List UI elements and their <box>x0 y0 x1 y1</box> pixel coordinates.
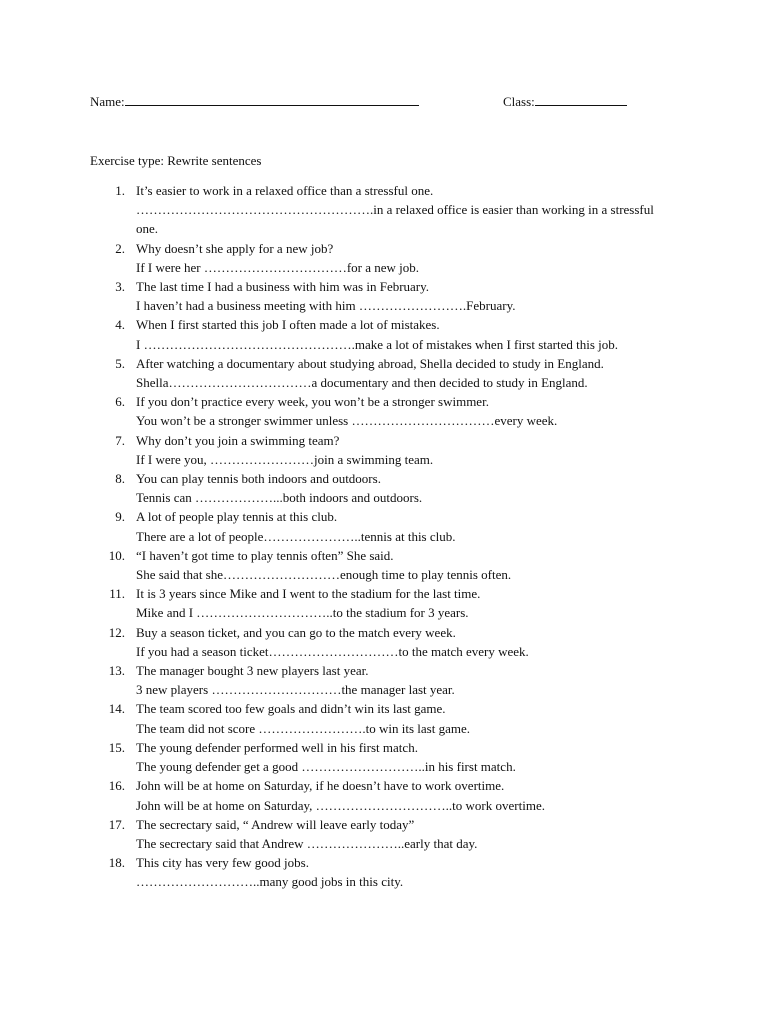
item-rewrite: 3 new players …………………………the manager last year. <box>136 682 455 698</box>
item-sentence: Why doesn’t she apply for a new job? <box>136 240 334 256</box>
item-sentence: Buy a season ticket, and you can go to the match every week. <box>136 624 456 640</box>
item-number: 13. <box>108 663 125 679</box>
item-rewrite: Shella……………………………a documentary and then decided to study in England. <box>136 375 588 391</box>
item-rewrite: You won’t be a stronger swimmer unless ……………………………every week. <box>136 413 558 429</box>
item-rewrite: The young defender get a good ………………………..in his first match. <box>136 759 516 775</box>
name-label: Name: <box>90 94 125 109</box>
class-field <box>503 93 627 110</box>
item-rewrite: If I were you, ……………………join a swimming team. <box>136 451 434 467</box>
header-row <box>90 93 690 113</box>
exercise-item <box>0 699 768 737</box>
exercise-item <box>0 815 768 853</box>
item-number: 14. <box>108 701 125 717</box>
name-blank-line <box>125 93 419 106</box>
item-number: 16. <box>108 778 125 794</box>
exercise-item <box>0 277 768 315</box>
item-rewrite: I haven’t had a business meeting with him …………………….February. <box>136 298 516 314</box>
item-number: 4. <box>115 317 125 333</box>
item-number: 11. <box>109 586 125 602</box>
exercise-item <box>0 507 768 545</box>
exercise-item <box>0 546 768 584</box>
item-sentence: “I haven’t got time to play tennis often” She said. <box>136 547 394 563</box>
item-number: 12. <box>108 624 125 640</box>
item-rewrite: Mike and I …………………………..to the stadium for 3 years. <box>136 605 469 621</box>
exercise-type-heading: Exercise type: Rewrite sentences <box>90 153 262 168</box>
exercise-item <box>0 584 768 622</box>
item-sentence: You can play tennis both indoors and outdoors. <box>136 471 381 487</box>
exercise-item <box>0 469 768 507</box>
item-rewrite: She said that she………………………enough time to play tennis often. <box>136 567 512 583</box>
item-rewrite: There are a lot of people…………………..tennis at this club. <box>136 528 456 544</box>
item-sentence: Why don’t you join a swimming team? <box>136 432 340 448</box>
item-sentence: The secrectary said, “ Andrew will leave early today” <box>136 816 415 832</box>
exercise-item <box>0 431 768 469</box>
name-field <box>90 93 419 110</box>
item-sentence: The manager bought 3 new players last year. <box>136 663 369 679</box>
item-number: 18. <box>108 855 125 871</box>
item-sentence: If you don’t practice every week, you won’t be a stronger swimmer. <box>136 394 489 410</box>
exercise-item <box>0 853 768 891</box>
item-number: 8. <box>115 471 125 487</box>
exercise-list <box>0 181 768 892</box>
item-rewrite: ……………………………………………….in a relaxed office is easier than working in a stressful one. <box>136 202 654 237</box>
exercise-item <box>0 776 768 814</box>
item-number: 15. <box>108 739 125 755</box>
item-sentence: This city has very few good jobs. <box>136 855 309 871</box>
item-sentence: After watching a documentary about studying abroad, Shella decided to study in England. <box>136 355 604 371</box>
exercise-item <box>0 392 768 430</box>
item-number: 9. <box>115 509 125 525</box>
exercise-item <box>0 181 768 239</box>
item-sentence: It is 3 years since Mike and I went to the stadium for the last time. <box>136 586 481 602</box>
exercise-item <box>0 315 768 353</box>
item-sentence: When I first started this job I often made a lot of mistakes. <box>136 317 440 333</box>
exercise-item <box>0 738 768 776</box>
exercise-item <box>0 239 768 277</box>
item-sentence: The young defender performed well in his first match. <box>136 739 418 755</box>
item-rewrite: Tennis can ………………...both indoors and outdoors. <box>136 490 423 506</box>
class-label: Class: <box>503 94 535 109</box>
item-rewrite: The secrectary said that Andrew …………………..early that day. <box>136 835 478 851</box>
item-number: 10. <box>108 547 125 563</box>
item-rewrite: I ………………………………………….make a lot of mistakes when I first started this job. <box>136 336 619 352</box>
item-number: 5. <box>115 355 125 371</box>
item-number: 1. <box>115 183 125 198</box>
item-sentence: John will be at home on Saturday, if he doesn’t have to work overtime. <box>136 778 505 794</box>
item-number: 6. <box>115 394 125 410</box>
exercise-item <box>0 661 768 699</box>
item-rewrite: If I were her ……………………………for a new job. <box>136 259 420 275</box>
item-number: 3. <box>115 279 125 295</box>
item-number: 7. <box>115 432 125 448</box>
item-number: 2. <box>115 240 125 256</box>
item-rewrite: John will be at home on Saturday, …………………………..to work overtime. <box>136 797 545 813</box>
item-rewrite: If you had a season ticket…………………………to the match every week. <box>136 643 529 659</box>
item-sentence: A lot of people play tennis at this club. <box>136 509 338 525</box>
exercise-item <box>0 623 768 661</box>
exercise-item <box>0 354 768 392</box>
item-rewrite: The team did not score …………………….to win its last game. <box>136 720 470 736</box>
item-rewrite: ………………………..many good jobs in this city. <box>136 874 404 890</box>
item-sentence: The last time I had a business with him was in February. <box>136 279 430 295</box>
class-blank-line <box>535 93 627 106</box>
item-number: 17. <box>108 816 125 832</box>
item-sentence: The team scored too few goals and didn’t win its last game. <box>136 701 446 717</box>
item-sentence: It’s easier to work in a relaxed office than a stressful one. <box>136 183 434 198</box>
